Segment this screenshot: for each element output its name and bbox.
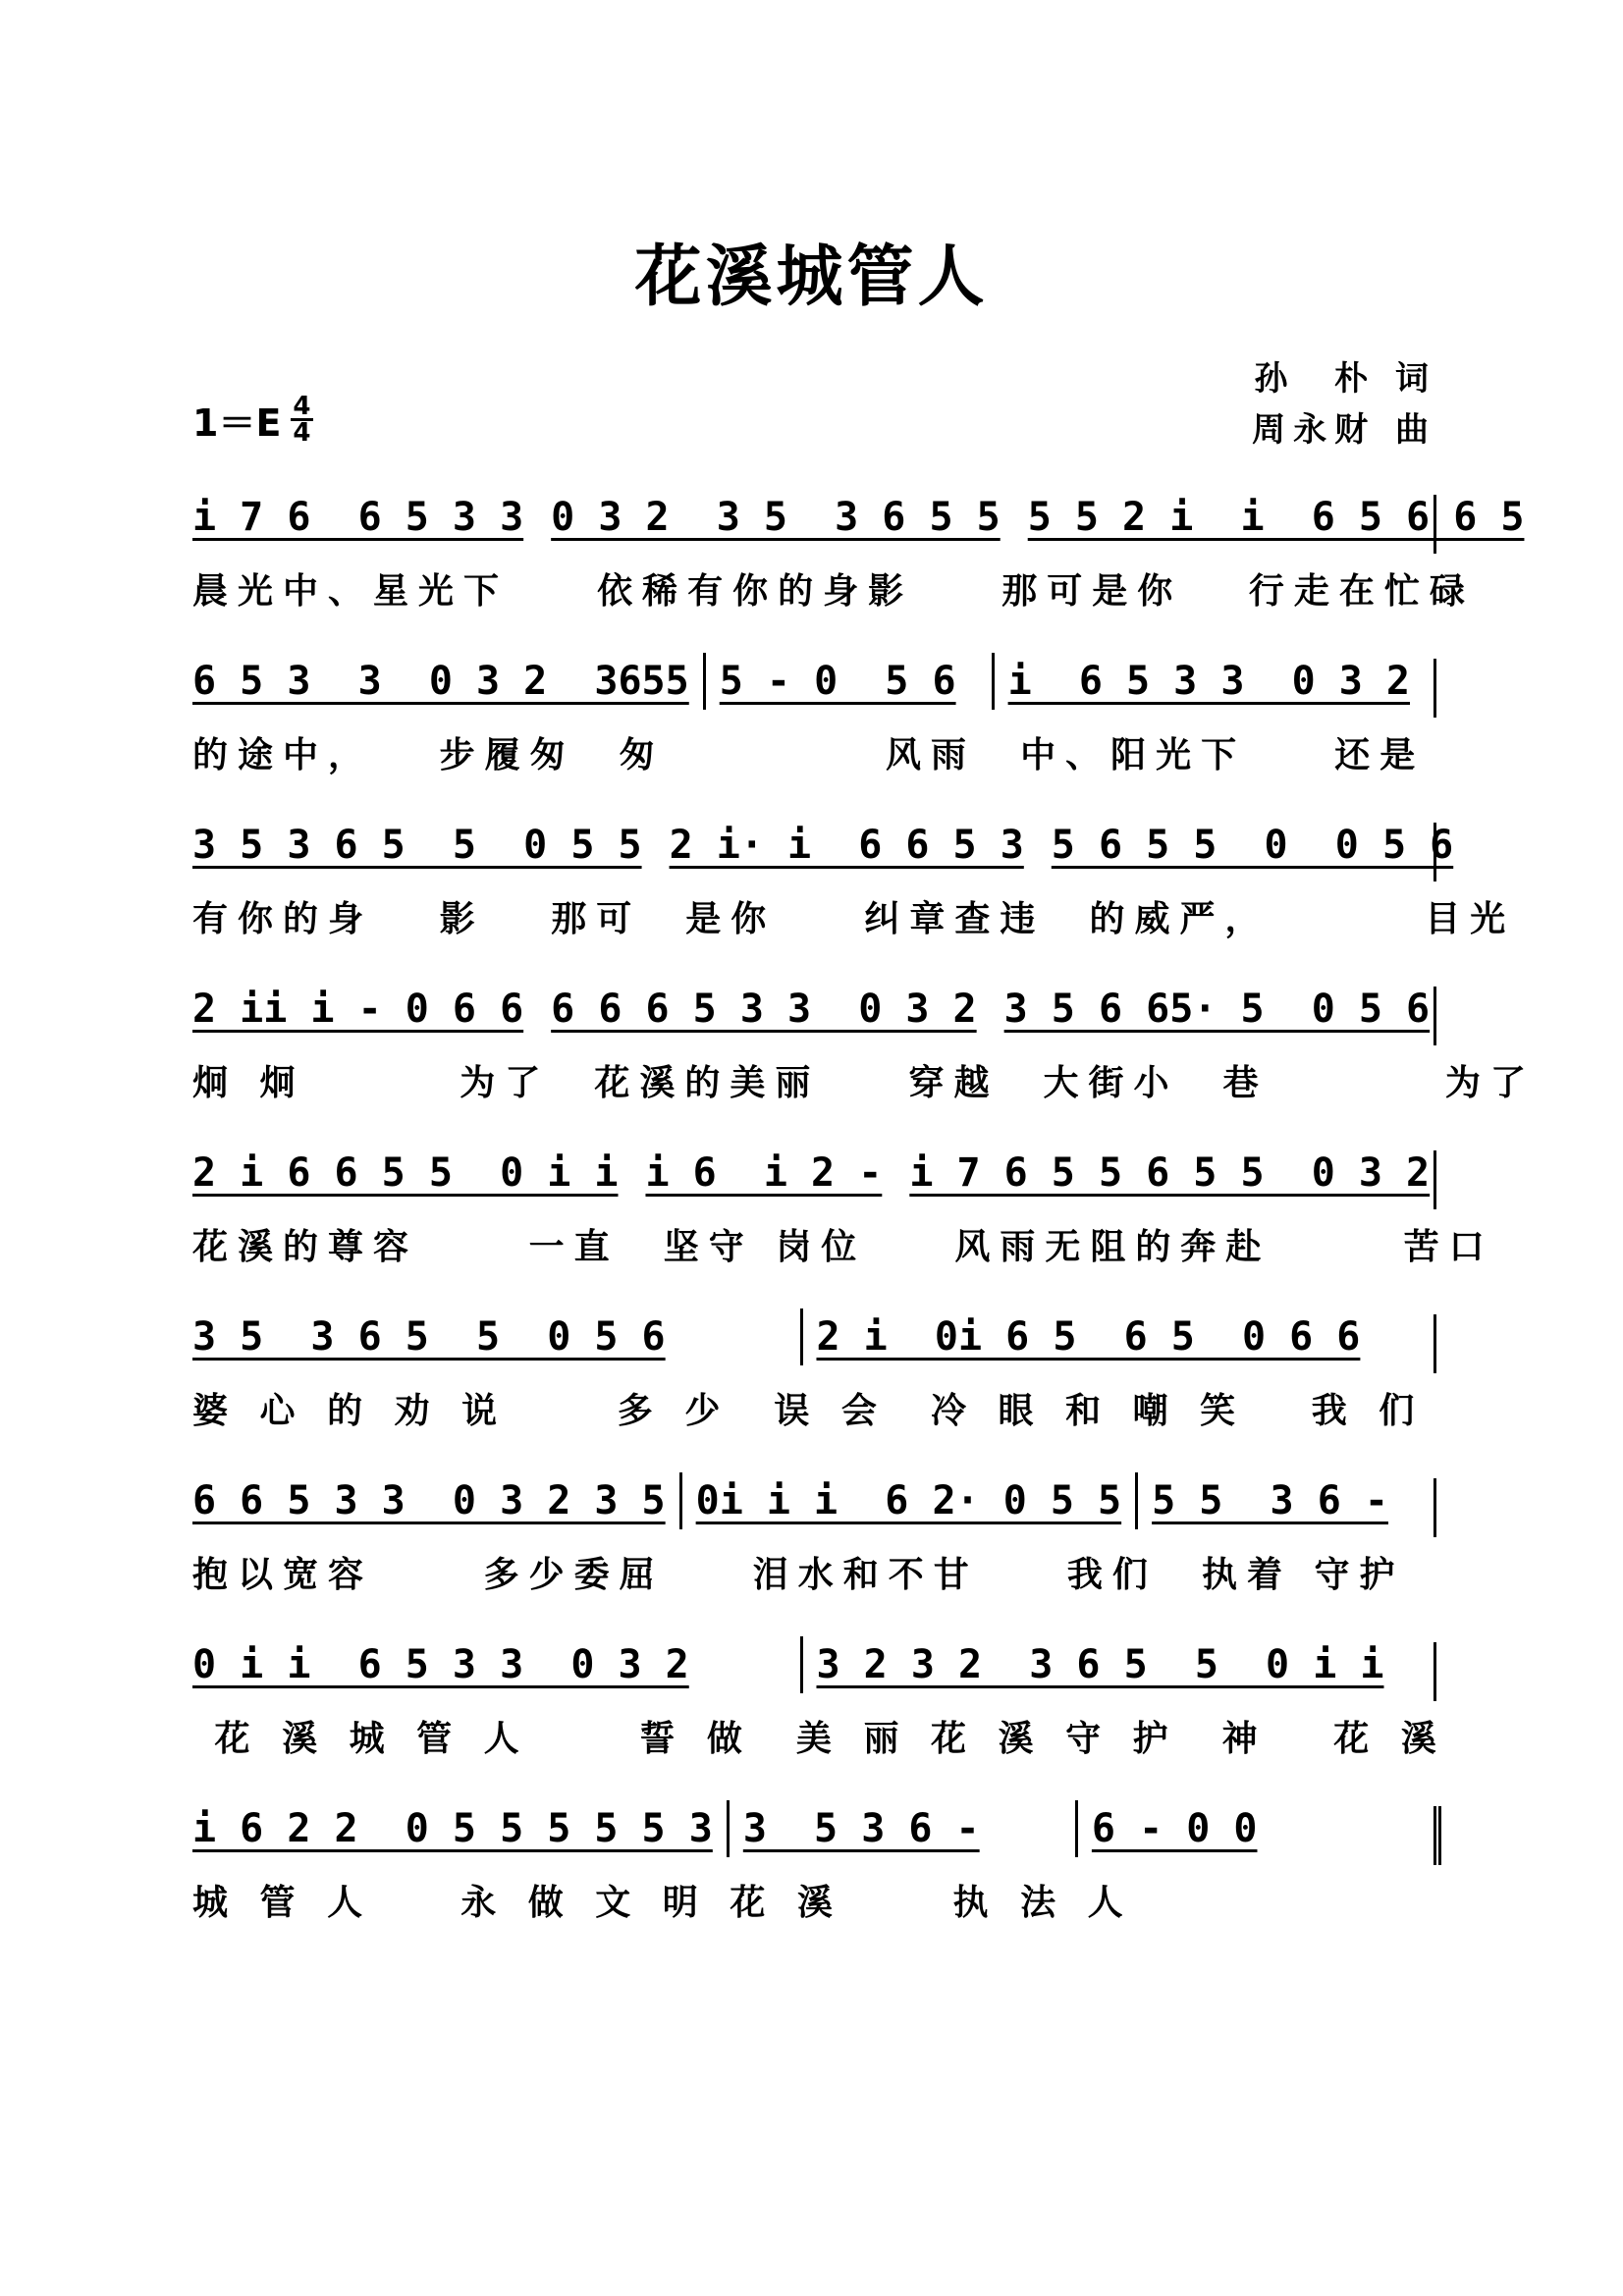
measure: i 6 2 2 0 5 5 5 5 5 3 <box>192 1806 713 1851</box>
system <box>192 473 1525 636</box>
measure: 3 2 3 2 3 6 5 5 0 i i <box>816 1642 1384 1687</box>
barline <box>679 1472 682 1529</box>
measure: 2 i 6 6 5 5 0 i i <box>192 1150 619 1196</box>
measure: 0 i i 6 5 3 3 0 3 2 <box>192 1642 689 1687</box>
notation-line <box>192 1806 1441 1865</box>
measure: 6 5 3 3 0 3 2 3655 <box>192 659 689 704</box>
lyrics-line: 的途中， 步履匆 匆 风雨 中、阳光下 还是 <box>192 734 1426 775</box>
measure: i 6 i 2 - <box>645 1150 883 1196</box>
score <box>192 473 1536 1949</box>
measure: 3 5 3 6 5 5 0 5 6 <box>192 1314 666 1360</box>
notation-line <box>192 1478 1436 1537</box>
measure: 2 i· i 6 6 5 3 <box>669 823 1024 868</box>
key-signature <box>192 393 313 447</box>
measure: 3 5 6 65· 5 0 5 6 <box>1003 987 1431 1032</box>
measure: 6 - 0 0 <box>1091 1806 1258 1851</box>
measure: 5 - 0 5 6 <box>719 659 956 704</box>
notation-line <box>192 823 1454 881</box>
lyrics-line: 婆 心 的 劝 说 多 少 误 会 冷 眼 和 嘲 笑 我 们 <box>192 1390 1425 1431</box>
composer-credit: 周永财 曲 <box>1252 410 1436 450</box>
barline <box>800 1636 803 1693</box>
notation-line <box>192 495 1525 554</box>
lyrics-line: 花 溪 城 管 人 誓 做 美 丽 花 溪 守 护 神 花 溪 <box>192 1718 1446 1759</box>
notation-line <box>192 987 1436 1045</box>
measure: 6 6 5 3 3 0 3 2 3 5 <box>192 1478 666 1523</box>
measure: 5 6 5 5 0 0 5 6 <box>1051 823 1454 868</box>
system <box>192 1621 1446 1784</box>
system <box>192 1785 1434 1948</box>
lyrics-line: 有你的身 影 那可 是你 纠章查违 的威严， 目光 <box>192 898 1516 939</box>
time-signature-numerator: 4 <box>293 392 311 421</box>
lyricist-credit: 孙 朴 词 <box>1254 359 1436 399</box>
measure: 0 3 2 3 5 3 6 5 5 <box>551 495 1001 540</box>
barline <box>1075 1800 1078 1857</box>
system <box>192 965 1536 1128</box>
notation-line <box>192 659 1436 718</box>
barline <box>800 1308 803 1365</box>
key-label: 1＝E <box>192 401 282 445</box>
barline <box>1135 1472 1138 1529</box>
measure: 3 5 3 6 - <box>742 1806 980 1851</box>
time-signature <box>291 392 312 448</box>
notation-line <box>192 1642 1436 1701</box>
credits <box>1252 353 1436 455</box>
measure: 0i i i 6 2· 0 5 5 <box>695 1478 1122 1523</box>
lyrics-line: 城 管 人 永 做 文 明 花 溪 执 法 人 <box>192 1882 1133 1923</box>
system <box>192 637 1434 800</box>
measure: i 7 6 5 5 6 5 5 0 3 2 <box>909 1150 1431 1196</box>
notation-line <box>192 1314 1436 1373</box>
system <box>192 1293 1434 1456</box>
system <box>192 1457 1434 1620</box>
lyrics-line: 抱以宽容 多少委屈 泪水和不甘 我们 执着 守护 <box>192 1554 1405 1595</box>
notation-line <box>192 1150 1436 1209</box>
system <box>192 1129 1494 1292</box>
lyrics-line: 炯 炯 为了 花溪的美丽 穿越 大街小 巷 为了 <box>192 1062 1536 1103</box>
measure: 2 ii i - 0 6 6 <box>192 987 524 1032</box>
barline <box>992 653 995 710</box>
system <box>192 801 1516 964</box>
barline <box>727 1800 730 1857</box>
song-title: 花溪城管人 <box>634 238 989 316</box>
time-signature-denominator: 4 <box>293 418 311 448</box>
measure: 5 5 3 6 - <box>1152 1478 1388 1523</box>
measure: 5 5 2 i i 6 5 6 6 5 <box>1027 495 1525 540</box>
measure: 2 i 0i 6 5 6 5 0 6 6 <box>816 1314 1361 1360</box>
barline <box>703 653 706 710</box>
measure: 3 5 3 6 5 5 0 5 5 <box>192 823 642 868</box>
measure: 6 6 6 5 3 3 0 3 2 <box>551 987 977 1032</box>
lyrics-line: 花溪的尊容 一直 坚守 岗位 风雨无阻的奔赴 苦口 <box>192 1226 1494 1267</box>
measure: i 7 6 6 5 3 3 <box>192 495 524 540</box>
lyrics-line: 晨光中、星光下 依稀有你的身影 那可是你 行走在忙碌 <box>192 570 1475 612</box>
measure: i 6 5 3 3 0 3 2 <box>1007 659 1410 704</box>
